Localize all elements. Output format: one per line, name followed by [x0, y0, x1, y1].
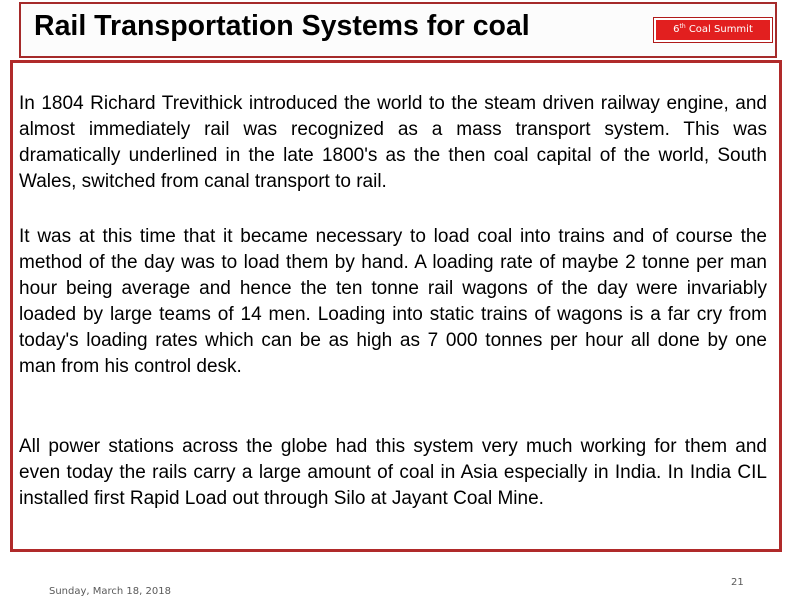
badge-label: Coal Summit	[685, 24, 753, 35]
badge-ordinal-number: 6	[673, 24, 680, 35]
page-number: 21	[731, 577, 744, 588]
footer-date: Sunday, March 18, 2018	[49, 586, 171, 597]
paragraph-history: In 1804 Richard Trevithick introduced the world to the steam driven railway engine, and almost immediately rail was recognized as a mass transport system. This was dramatically underlined in the late 1800's as the then coal capital of the world, South Wales, switched from canal transport to rail.	[19, 93, 767, 192]
badge-ordinal-suffix: th	[679, 23, 686, 30]
slide-title: Rail Transportation Systems for coal	[34, 10, 530, 42]
paragraph-loading: It was at this time that it became necessary to load coal into trains and of course the method of the day was to load them by hand. A loading rate of maybe 2 tonne per man hour being average and hence the ten tonne rail wagons of the day were invariably loaded by large teams of 14 men. Loading into static trains of wagons is a far cry from today's loading rates which can be as high as 7 000 tonnes per hour all done by one man from his control desk.	[19, 226, 767, 377]
coal-summit-badge	[654, 18, 772, 42]
paragraph-power-stations: All power stations across the globe had this system very much working for them and even today the rails carry a large amount of coal in Asia especially in India. In India CIL installed first Rapid Load out through Silo at Jayant Coal Mine.	[19, 436, 767, 509]
